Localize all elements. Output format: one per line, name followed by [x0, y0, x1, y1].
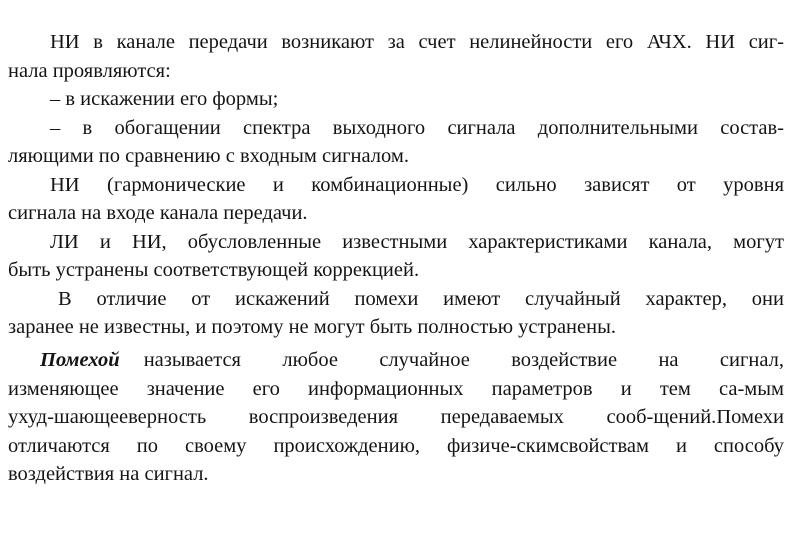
list-item-spectrum-line-2: ляющими по сравнению с входным сигналом. — [8, 145, 409, 167]
list-item-spectrum-line-1: – в обогащении спектра выходного сигнала дополнительными состав- — [50, 116, 784, 139]
paragraph-harmonic-line-2: сигнала на входе канала передачи. — [8, 202, 308, 224]
paragraph-harmonic-line-1: НИ (гармонические и комбинационные) сильно зависят от уровня — [50, 173, 784, 196]
noise-definition — [8, 346, 784, 489]
paragraph-correction-line-1: ЛИ и НИ, обусловленные известными характеристиками канала, могут — [50, 230, 784, 253]
distortion-text — [8, 28, 784, 342]
definition-term: Помехой — [40, 349, 120, 371]
definition-line-4: отличаются по своему происхождению, физиче-скимсвойствам и способу — [8, 434, 784, 457]
paragraph-ni-line-1: НИ в канале передачи возникают за счет нелинейности его АЧХ. НИ сиг- — [50, 31, 784, 53]
paragraph-random-noise-line-2: заранее не известны, и поэтому не могут быть полностью устранены. — [8, 316, 616, 338]
definition-line-1 — [8, 346, 784, 375]
definition-line-5: воздействия на сигнал. — [8, 463, 209, 485]
list-item-form-distortion: – в искажении его формы; — [50, 88, 279, 110]
paragraph-correction-line-2: быть устранены соответствующей коррекцией. — [8, 259, 420, 281]
paragraph-random-noise-line-1: В отличие от искажений помехи имеют случайный характер, они — [58, 287, 784, 310]
definition-line-2: изменяющее значение его информационных параметров и тем са-мым — [8, 377, 784, 400]
paragraph-ni-line-2: нала проявляются: — [8, 59, 171, 82]
definition-line-1-rest: называется любое случайное воздействие на сигнал, — [143, 349, 784, 371]
definition-line-3: ухуд-шающееверность воспроизведения передаваемых сооб-щений.Помехи — [8, 406, 784, 428]
